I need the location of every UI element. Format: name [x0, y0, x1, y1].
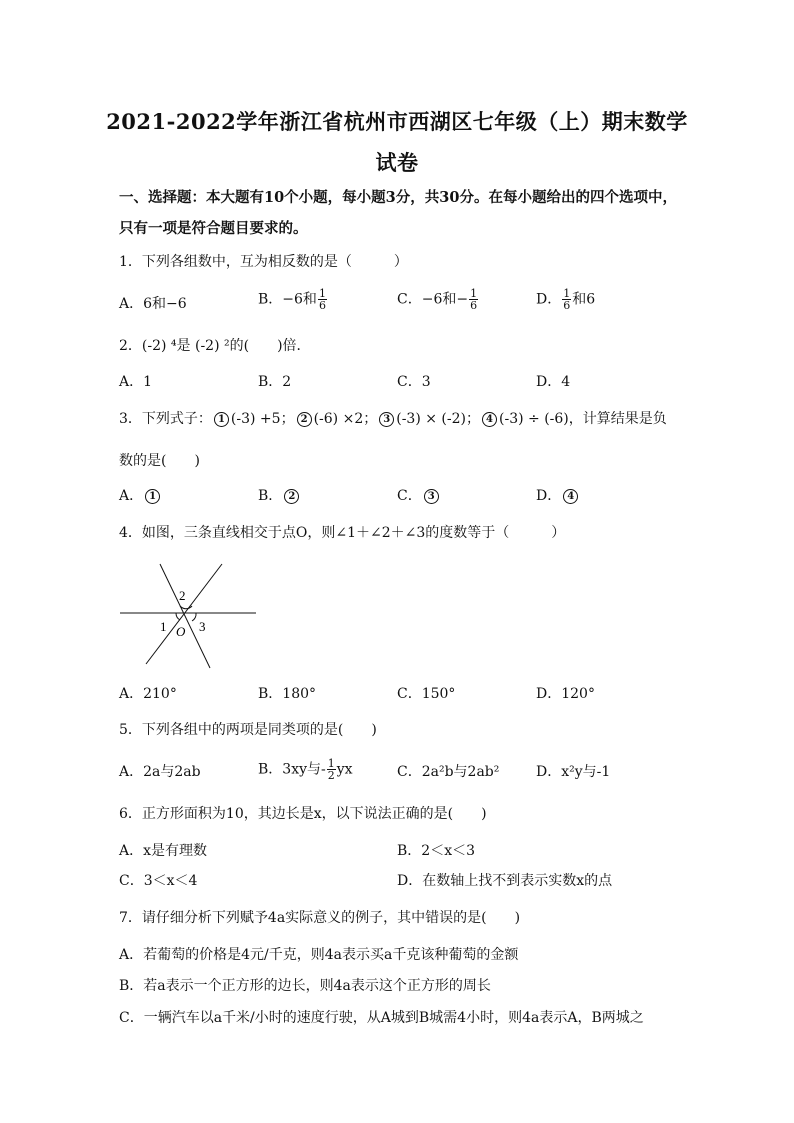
question-7-stem: 7．请仔细分析下列赋予4a实际意义的例子，其中错误的是( ): [119, 910, 521, 926]
angle-arc-3: [192, 613, 196, 621]
circled-number-1: 1: [214, 412, 229, 427]
angle-label-2: 2: [179, 588, 186, 603]
option-d-text: D．: [536, 291, 562, 308]
three-lines-figure: [118, 560, 260, 672]
question-6-option-c: C．3＜x＜4: [119, 873, 198, 889]
option-c-text: C．−6和−: [397, 291, 469, 308]
option-b-text: B．3xy与-: [258, 761, 326, 778]
question-5-option-d: D．x²y与-1: [536, 764, 611, 780]
question-5-option-c: C．2a²b与2ab²: [397, 764, 500, 780]
q3-stem-text: 3．下列式子：: [119, 411, 212, 427]
fraction: [469, 288, 478, 311]
question-6-option-a: A．x是有理数: [119, 843, 208, 859]
q3-expr-1: (-3) +5；: [230, 411, 295, 427]
option-b-text: B．−6和: [258, 291, 317, 308]
fraction: [327, 758, 336, 781]
question-1-option-d: [536, 288, 595, 311]
circled-number-2: 2: [284, 489, 299, 504]
circled-number-3: 3: [424, 489, 439, 504]
option-label: D．: [536, 488, 562, 504]
question-1-option-c: [397, 288, 479, 311]
question-2-option-a: A．1: [119, 374, 153, 390]
fraction-denominator: 6: [470, 299, 478, 312]
question-4-option-b: B．180°: [258, 686, 317, 702]
question-6-option-d: D．在数轴上找不到表示实数x的点: [397, 873, 613, 889]
fraction-numerator: 1: [470, 287, 478, 300]
fraction-numerator: 1: [563, 287, 571, 300]
question-2-stem: 2．(-2) ⁴是 (-2) ²的( )倍．: [119, 338, 311, 354]
question-4-option-a: A．210°: [119, 686, 177, 702]
page-title-line2: 试卷: [375, 150, 419, 175]
fraction-denominator: 2: [327, 769, 335, 782]
option-label: A．: [119, 488, 144, 504]
question-6-stem: 6．正方形面积为10，其边长是x，以下说法正确的是( ): [119, 806, 487, 822]
question-4-option-c: C．150°: [397, 686, 456, 702]
question-7-option-b: B．若a表示一个正方形的边长，则4a表示这个正方形的周长: [119, 978, 491, 994]
question-5-stem: 5．下列各组中的两项是同类项的是( ): [119, 722, 377, 738]
question-1-option-b: [258, 288, 328, 311]
question-4-stem: 4．如图，三条直线相交于点O，则∠1＋∠2＋∠3的度数等于（ ）: [119, 525, 566, 541]
question-1-stem: 1．下列各组数中，互为相反数的是（ ）: [119, 254, 408, 270]
fraction-denominator: 6: [318, 299, 326, 312]
question-3-stem: [119, 409, 679, 429]
diagonal-line-1: [160, 564, 210, 668]
angle-label-1: 1: [160, 619, 167, 634]
page-title: 2021-2022学年浙江省杭州市西湖区七年级（上）期末数学: [106, 109, 688, 134]
circled-number-2: 2: [297, 412, 312, 427]
point-label-o: O: [176, 624, 186, 639]
question-2-option-b: B．2: [258, 374, 292, 390]
option-label: C．: [397, 488, 422, 504]
fraction-denominator: 6: [563, 299, 571, 312]
option-d-text-post: 和6: [572, 291, 596, 308]
question-6-option-b: B．2＜x＜3: [397, 843, 475, 859]
question-2-option-d: D．4: [536, 374, 571, 390]
option-b-text-post: yx: [336, 761, 353, 778]
q3-expr-2: (-6) ×2；: [313, 411, 378, 427]
q3-expr-4: (-3) ÷ (-6)，计算结果是负: [499, 411, 667, 427]
question-5-option-b: [258, 758, 353, 781]
fraction-numerator: 1: [327, 757, 335, 770]
angle-arc-1: [176, 613, 180, 620]
option-label: B．: [258, 488, 283, 504]
angle-label-3: 3: [199, 619, 206, 634]
question-3-option-d: [536, 486, 580, 506]
diagonal-line-2: [146, 564, 222, 664]
circled-number-1: 1: [145, 489, 160, 504]
circled-number-4: 4: [563, 489, 578, 504]
section-heading: 一、选择题：本大题有10个小题，每小题3分，共30分。在每小题给出的四个选项中，只有一项是符合题目要求的。: [119, 189, 677, 237]
fraction: [562, 288, 571, 311]
question-7-option-a: A．若葡萄的价格是4元/千克，则4a表示买a千克该种葡萄的金额: [119, 947, 519, 963]
question-2-option-c: C．3: [397, 374, 431, 390]
circled-number-4: 4: [482, 412, 497, 427]
fraction-numerator: 1: [318, 287, 326, 300]
fraction: [318, 288, 327, 311]
question-3-option-b: [258, 486, 301, 506]
question-3-stem-line2: 数的是( ): [119, 453, 200, 469]
q3-expr-3: (-3) × (-2)；: [396, 411, 480, 427]
circled-number-3: 3: [379, 412, 394, 427]
question-5-option-a: A．2a与2ab: [119, 764, 201, 780]
question-4-option-d: D．120°: [536, 686, 595, 702]
question-7-option-c: C．一辆汽车以a千米/小时的速度行驶，从A城到B城需4小时，则4a表示A，B两城之: [119, 1010, 644, 1026]
question-3-option-c: [397, 486, 441, 506]
question-3-option-a: [119, 486, 162, 506]
question-1-option-a: A．6和−6: [119, 296, 187, 312]
